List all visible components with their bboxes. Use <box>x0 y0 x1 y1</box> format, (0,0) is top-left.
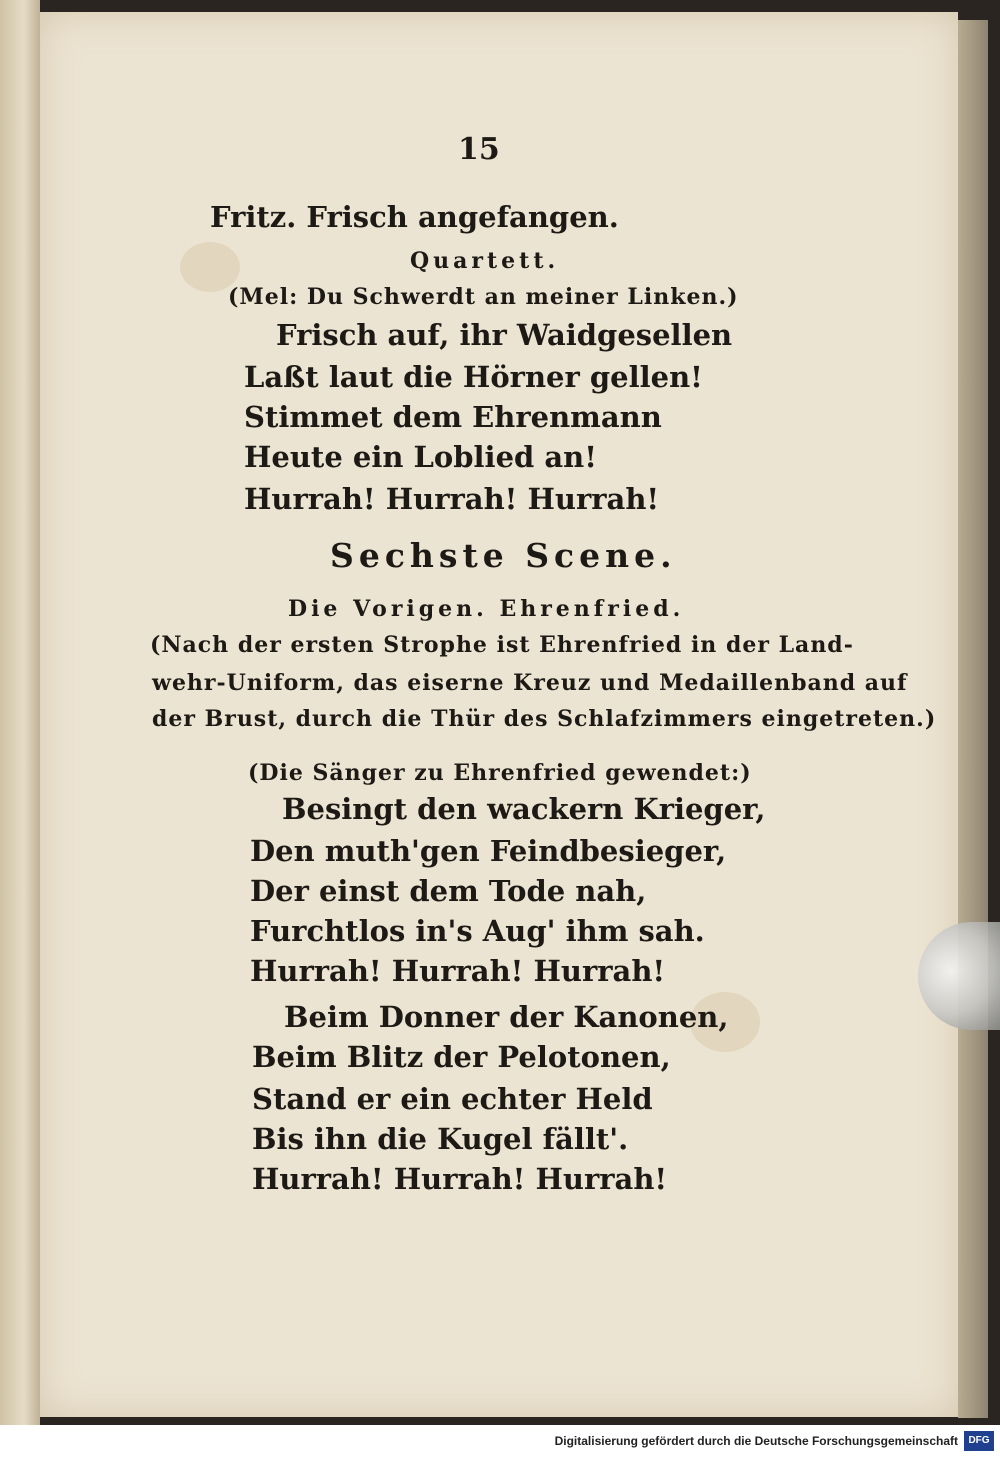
footer-credit: Digitalisierung gefördert durch die Deutsche Forschungsgemeinschaft <box>554 1434 958 1448</box>
verse-line: Bis ihn die Kugel fällt'. <box>252 1122 629 1156</box>
verse-line: Der einst dem Tode nah, <box>250 874 647 908</box>
text-line: Fritz. Frisch angefangen. <box>210 200 619 234</box>
scene-heading: Sechste Scene. <box>330 536 677 575</box>
verse-line: Den muth'gen Feindbesieger, <box>250 834 727 868</box>
melody-note: (Mel: Du Schwerdt an meiner Linken.) <box>228 284 739 310</box>
verse-line: Stimmet dem Ehrenmann <box>244 400 662 434</box>
page-number: 15 <box>458 132 500 167</box>
dfg-logo: DFG <box>964 1431 994 1451</box>
verse-line: Hurrah! Hurrah! Hurrah! <box>250 954 666 988</box>
verse-line: Frisch auf, ihr Waidgesellen <box>276 318 733 352</box>
footer-bar <box>0 1425 1000 1459</box>
verse-line: Laßt laut die Hörner gellen! <box>244 360 703 394</box>
stage-direction: wehr-Uniform, das eiserne Kreuz und Medaillenband auf <box>152 670 908 696</box>
verse-line: Beim Blitz der Pelotonen, <box>252 1040 671 1074</box>
verse-line: Hurrah! Hurrah! Hurrah! <box>244 482 660 516</box>
stage-direction: (Die Sänger zu Ehrenfried gewendet:) <box>248 760 752 786</box>
verse-line: Besingt den wackern Krieger, <box>282 792 766 826</box>
verse-line: Beim Donner der Kanonen, <box>284 1000 729 1034</box>
section-heading: Quartett. <box>410 248 560 274</box>
verse-line: Stand er ein echter Held <box>252 1082 653 1116</box>
stage-direction: (Nach der ersten Strophe ist Ehrenfried in der Land- <box>150 632 854 658</box>
verse-line: Furchtlos in's Aug' ihm sah. <box>250 914 705 948</box>
verse-line: Heute ein Loblied an! <box>244 440 597 474</box>
stage-direction: der Brust, durch die Thür des Schlafzimmers eingetreten.) <box>152 706 937 732</box>
book-edge <box>958 20 988 1418</box>
verse-line: Hurrah! Hurrah! Hurrah! <box>252 1162 668 1196</box>
characters-line: Die Vorigen. Ehrenfried. <box>288 596 685 622</box>
adjacent-page-edge <box>0 0 40 1425</box>
